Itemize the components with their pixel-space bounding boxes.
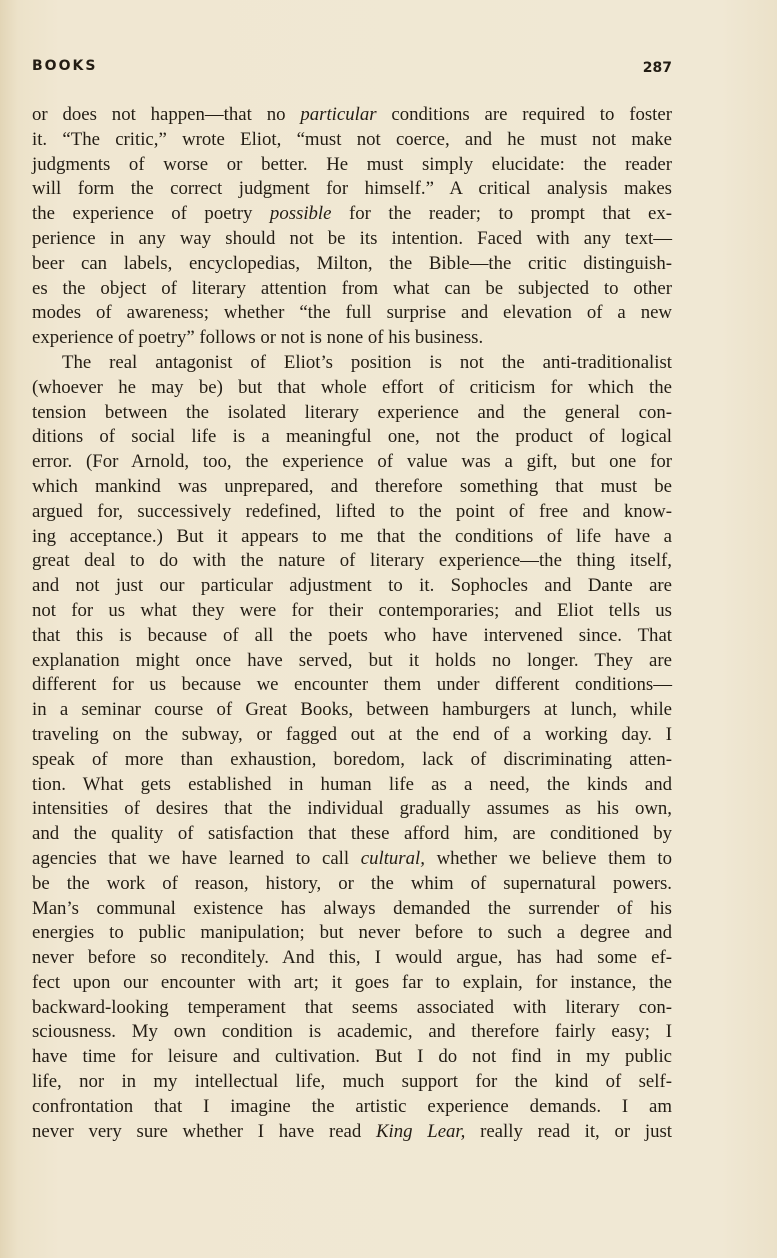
text-run: for the reader; to prompt that ex- (331, 203, 672, 225)
text-run: whether we believe them to (424, 847, 672, 869)
text-line (32, 277, 672, 302)
text-run: confrontation that I imagine the artistic experience demands. I am (32, 1095, 672, 1117)
text-line (32, 946, 672, 971)
text-line (32, 525, 672, 550)
text-line (32, 549, 672, 574)
text-run: fect upon our encounter with art; it goes far to explain, for instance, the (32, 971, 672, 993)
text-run: agencies that we have learned to call (32, 847, 361, 869)
text-run: and the quality of satisfaction that these afford him, are conditioned by (32, 823, 672, 845)
text-run: great deal to do with the nature of literary experience—the thing itself, (32, 550, 672, 572)
text-run: tension between the isolated literary experience and the general con- (32, 401, 672, 423)
text-run: es the object of literary attention from what can be subjected to other (32, 277, 672, 299)
text-line (32, 673, 672, 698)
text-run: argued for, successively redefined, lifted to the point of free and know- (32, 500, 672, 522)
body-text (32, 103, 672, 1144)
text-line (32, 128, 672, 153)
text-line (32, 252, 672, 277)
text-run: or does not happen—that no (32, 104, 301, 125)
text-run: traveling on the subway, or fagged out at the end of a working day. I (32, 723, 672, 745)
italic-text: possible (269, 203, 332, 225)
text-line (32, 797, 672, 822)
text-run: different for us because we encounter them under different conditions— (32, 674, 672, 696)
text-line (32, 847, 672, 872)
text-line (32, 401, 672, 426)
text-line (32, 574, 672, 599)
text-line (32, 301, 672, 326)
text-line (32, 450, 672, 475)
text-line (32, 723, 672, 748)
text-run: explanation might once have served, but it holds no longer. They are (32, 649, 672, 671)
text-run: life, nor in my intellectual life, much support for the kind of self- (32, 1071, 672, 1093)
text-line (32, 500, 672, 525)
text-line (32, 971, 672, 996)
text-run: really read it, or just (465, 1120, 672, 1142)
text-line (32, 326, 672, 351)
text-run: beer can labels, encyclopedias, Milton, the Bible—the critic distinguish- (32, 252, 672, 274)
text-run: The real antagonist of Eliot’s position is not the anti-traditionalist (62, 351, 672, 373)
text-run: perience in any way should not be its intention. Faced with any text— (32, 227, 672, 249)
text-line (32, 153, 672, 178)
text-line (32, 1045, 672, 1070)
text-run: and not just our particular adjustment to it. Sophocles and Dante are (32, 575, 672, 597)
text-line (32, 649, 672, 674)
page-number: 287 (642, 60, 672, 76)
text-run: energies to public manipulation; but never before to such a degree and (32, 922, 672, 944)
italic-text: particular (300, 104, 377, 125)
text-line (32, 897, 672, 922)
text-run: ditions of social life is a meaningful one, not the product of logical (32, 426, 672, 448)
text-line (32, 103, 672, 128)
text-line (32, 227, 672, 252)
text-line (32, 1095, 672, 1120)
text-run: modes of awareness; whether “the full surprise and elevation of a new (32, 302, 672, 324)
text-run: sciousness. My own condition is academic, and therefore fairly easy; I (32, 1021, 672, 1043)
text-line (32, 599, 672, 624)
text-run: Man’s communal existence has always demanded the surrender of his (32, 897, 672, 919)
text-line (32, 1120, 672, 1145)
text-run: that this is because of all the poets who have intervened since. That (32, 624, 672, 646)
text-run: in a seminar course of Great Books, between hamburgers at lunch, while (32, 699, 672, 721)
text-line (32, 996, 672, 1021)
text-run: never before so reconditely. And this, I would argue, has had some ef- (32, 947, 672, 969)
text-run: never very sure whether I have read (32, 1120, 376, 1142)
text-run: (whoever he may be) but that whole effort of criticism for which the (32, 376, 672, 398)
text-line (32, 624, 672, 649)
text-line (32, 698, 672, 723)
text-line (32, 425, 672, 450)
text-run: which mankind was unprepared, and therefore something that must be (32, 475, 672, 497)
text-run: the experience of poetry (32, 203, 270, 225)
text-run: speak of more than exhaustion, boredom, lack of discriminating atten- (32, 748, 672, 770)
text-line (32, 177, 672, 202)
text-run: will form the correct judgment for himself.” A critical analysis makes (32, 178, 672, 200)
running-head: BOOKS (32, 58, 98, 74)
text-line (32, 921, 672, 946)
text-line (32, 202, 672, 227)
text-run: it. “The critic,” wrote Eliot, “must not coerce, and he must not make (32, 128, 672, 150)
text-run: have time for leisure and cultivation. But I do not find in my public (32, 1046, 672, 1068)
text-run: not for us what they were for their contemporaries; and Eliot tells us (32, 599, 672, 621)
text-run: experience of poetry” follows or not is none of his business. (32, 327, 484, 349)
text-run: be the work of reason, history, or the whim of supernatural powers. (32, 872, 672, 894)
text-line (32, 822, 672, 847)
italic-text: cultural, (360, 847, 425, 869)
text-line (32, 376, 672, 401)
text-run: judgments of worse or better. He must simply elucidate: the reader (32, 153, 672, 175)
text-line (32, 1070, 672, 1095)
page-header (32, 58, 672, 78)
text-line (32, 872, 672, 897)
text-run: backward-looking temperament that seems associated with literary con- (32, 996, 672, 1018)
text-run: conditions are required to foster (376, 104, 672, 125)
text-run: ing acceptance.) But it appears to me that the conditions of life have a (32, 525, 672, 547)
text-line (32, 1020, 672, 1045)
text-line (32, 748, 672, 773)
text-line (32, 351, 672, 376)
text-line (32, 773, 672, 798)
text-line (32, 475, 672, 500)
text-run: tion. What gets established in human life as a need, the kinds and (32, 773, 672, 795)
text-run: intensities of desires that the individual gradually assumes as his own, (32, 798, 672, 820)
italic-text: King Lear, (376, 1120, 466, 1142)
text-run: error. (For Arnold, too, the experience of value was a gift, but one for (32, 451, 672, 473)
